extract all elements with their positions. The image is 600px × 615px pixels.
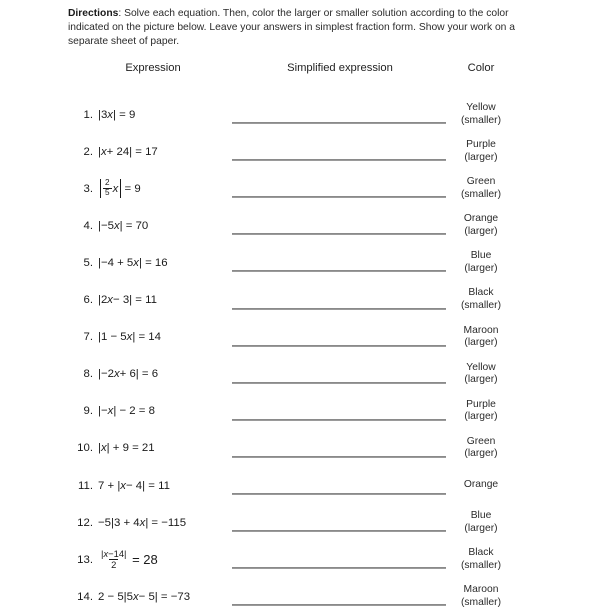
color-name: Purple — [466, 139, 496, 150]
color-size-qualifier: (larger) — [464, 151, 498, 163]
color-name: Purple — [466, 398, 496, 410]
problem-number: 10. — [77, 442, 93, 455]
answer-blank-line[interactable] — [232, 567, 446, 569]
problem-row — [0, 133, 600, 170]
answer-blank-line[interactable] — [232, 233, 446, 235]
equation: |2 x − 3| = 11 — [98, 294, 157, 306]
color-name: Yellow — [466, 361, 496, 373]
color-cell — [446, 578, 516, 615]
color-cell — [446, 541, 516, 578]
problem-number: 6. — [83, 294, 93, 306]
problem-number: 1. — [83, 108, 93, 121]
equation: 2 − 5|5 x − 5| = −73 — [98, 590, 191, 603]
color-size-qualifier: (smaller) — [460, 559, 502, 571]
color-cell — [446, 170, 516, 207]
problem-row — [0, 356, 600, 393]
color-size-qualifier: (larger) — [464, 337, 498, 349]
color-cell — [446, 133, 516, 170]
directions-label: Directions — [68, 8, 119, 19]
expression-cell — [74, 504, 224, 541]
problem-row — [0, 207, 600, 244]
problem-row — [0, 282, 600, 319]
answer-blank-line[interactable] — [232, 456, 446, 458]
problem-number: 2. — [83, 145, 93, 158]
problem-row — [0, 170, 600, 207]
color-cell — [446, 96, 516, 133]
color-cell — [446, 393, 516, 430]
color-name: Yellow — [466, 101, 496, 113]
problem-row — [0, 96, 600, 133]
expression-cell — [74, 356, 224, 393]
color-size-qualifier: (larger) — [464, 522, 498, 534]
problem-number: 4. — [83, 219, 93, 232]
problem-number: 9. — [83, 405, 93, 418]
expression-cell — [74, 96, 224, 133]
expression-cell — [74, 467, 224, 504]
color-size-qualifier: (larger) — [464, 262, 498, 274]
color-name: Maroon — [463, 324, 499, 336]
answer-blank-line[interactable] — [232, 270, 446, 272]
header-color: Color — [467, 62, 495, 74]
equation: |−5 x | = 70 — [98, 219, 149, 232]
answer-blank-line[interactable] — [232, 604, 446, 606]
expression-cell — [74, 244, 224, 281]
problem-row — [0, 467, 600, 504]
answer-blank-line[interactable] — [232, 308, 446, 310]
color-cell — [446, 207, 516, 244]
equation: |− x | − 2 = 8 — [98, 405, 155, 418]
answer-blank-line[interactable] — [232, 196, 446, 198]
color-cell — [446, 356, 516, 393]
problem-number: 7. — [83, 331, 93, 344]
color-size-qualifier: (larger) — [464, 374, 498, 386]
equation: 7 + | x − 4| = 11 — [98, 479, 170, 492]
color-size-qualifier: (larger) — [464, 411, 498, 423]
color-size-qualifier: (smaller) — [460, 596, 502, 608]
equation: $\frac{|x-14|}{2}$ = 28 — [101, 547, 158, 571]
problem-number: 13. — [77, 553, 93, 566]
color-cell — [446, 282, 516, 319]
color-size-qualifier: (larger) — [464, 448, 498, 460]
answer-blank-line[interactable] — [232, 419, 446, 421]
answer-blank-line[interactable] — [232, 382, 446, 384]
color-cell — [446, 467, 516, 504]
expression-cell — [74, 319, 224, 356]
problem-row — [0, 393, 600, 430]
equation: |1 − 5 x | = 14 — [98, 331, 161, 344]
problem-number: 14. — [77, 590, 93, 603]
header-expression: Expression — [125, 62, 181, 74]
answer-blank-line[interactable] — [232, 122, 446, 124]
expression-cell — [74, 393, 224, 430]
color-name: Maroon — [463, 584, 499, 596]
color-name: Orange — [463, 479, 499, 491]
directions-text: : Solve each equation. Then, color the larger or smaller solution according to the color indicated on the picture below. Leave your answers in simplest fraction form. Show your work on a separate sheet of paper. — [68, 8, 515, 48]
problem-row — [0, 578, 600, 615]
color-size-qualifier: (smaller) — [460, 300, 502, 311]
expression-cell — [74, 207, 224, 244]
color-name: Green — [466, 176, 496, 188]
color-cell — [446, 504, 516, 541]
color-cell — [446, 430, 516, 467]
problem-row — [0, 541, 600, 578]
color-cell — [446, 244, 516, 281]
equation: |3 x | = 9 — [98, 108, 136, 121]
equation: | x | + 9 = 21 — [98, 442, 155, 455]
equation: |−2 x + 6| = 6 — [98, 368, 159, 381]
answer-blank-line[interactable] — [232, 493, 446, 495]
color-size-qualifier: (smaller) — [460, 188, 502, 200]
color-name: Black — [468, 547, 494, 559]
expression-cell — [74, 541, 224, 578]
expression-cell — [74, 282, 224, 319]
equation: $\frac{2}{5}$ x = 9 — [98, 179, 141, 198]
color-name: Green — [466, 435, 496, 447]
problem-row — [0, 244, 600, 281]
color-name: Blue — [470, 250, 492, 262]
expression-cell — [74, 430, 224, 467]
expression-cell — [74, 170, 224, 207]
problem-number: 3. — [83, 182, 93, 195]
color-name: Blue — [470, 510, 492, 521]
expression-cell — [74, 578, 224, 615]
problem-row — [0, 319, 600, 356]
color-name: Black — [468, 287, 494, 299]
problem-row — [0, 430, 600, 467]
problem-number: 11. — [78, 479, 93, 492]
answer-blank-line[interactable] — [232, 530, 446, 532]
problem-row — [0, 504, 600, 541]
color-size-qualifier: (smaller) — [460, 114, 502, 126]
equation: |−4 + 5 x | = 16 — [98, 256, 168, 269]
problem-number: 12. — [77, 516, 93, 529]
equation: −5|3 + 4 x | = −115 — [98, 516, 187, 529]
color-name: Orange — [463, 213, 499, 225]
color-cell — [446, 319, 516, 356]
header-simplified-expression: Simplified expression — [287, 62, 393, 74]
problem-number: 8. — [83, 368, 93, 381]
expression-cell — [74, 133, 224, 170]
equation: | x + 24| = 17 — [98, 145, 158, 158]
problem-number: 5. — [83, 256, 93, 269]
answer-blank-line[interactable] — [232, 159, 446, 161]
color-size-qualifier: (larger) — [464, 225, 498, 237]
answer-blank-line[interactable] — [232, 345, 446, 347]
